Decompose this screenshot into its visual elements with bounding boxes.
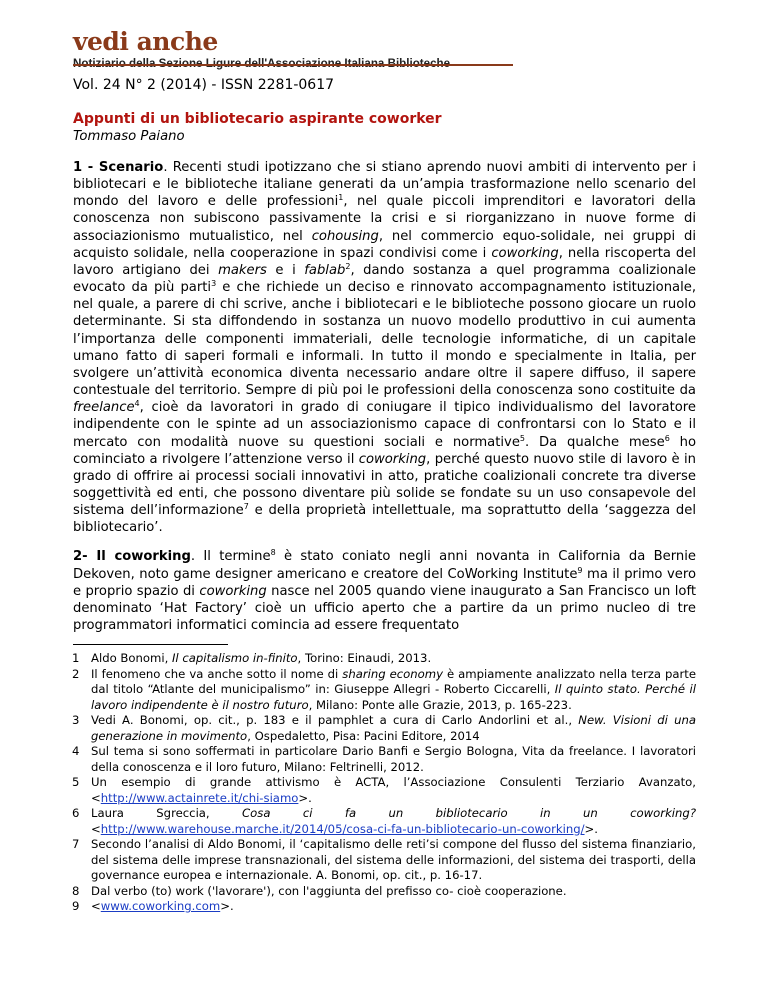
body-text: ma il primo vero e proprio spazio di xyxy=(73,566,696,599)
footnote-ref[interactable]: 6 xyxy=(664,433,670,443)
body-text: e della proprietà intellettuale, ma soprattutto della ‘saggezza del bibliotecario’. xyxy=(73,503,697,536)
body-text: . Da qualche mese xyxy=(525,434,665,450)
body-text: e i xyxy=(266,262,305,278)
footnote-text: < xyxy=(91,821,101,836)
footnote-ref[interactable]: 9 xyxy=(577,565,583,575)
footnote-italic: Cosa ci fa un bibliotecario in un coworking? xyxy=(242,806,696,821)
footnote-number: 6 xyxy=(72,806,80,821)
footnote-item xyxy=(73,667,696,714)
section-heading: 1 - Scenario xyxy=(73,160,164,175)
footnote-separator xyxy=(73,644,228,645)
masthead xyxy=(73,28,696,78)
footnote-italic: Il quinto stato. Perché il lavoro indipendente è il nostro futuro xyxy=(91,682,696,712)
footnote-ref[interactable]: 5 xyxy=(519,433,525,443)
body-text: , nel quale piccoli imprenditori e lavoratori della conoscenza non subiscono passivamente la crisi e si riorganizzano in nuove forme di associazionismo mutualistico, nel xyxy=(73,194,696,244)
body-italic: coworking xyxy=(358,451,427,467)
footnote-item xyxy=(73,837,696,884)
footnote-link[interactable]: www.coworking.com xyxy=(100,899,221,914)
footnote-text: >. xyxy=(220,899,234,914)
footnote-item xyxy=(73,744,696,775)
body-italic: fablab xyxy=(304,262,346,278)
volume-line: Vol. 24 N° 2 (2014) - ISSN 2281-0617 xyxy=(73,77,335,93)
body-text: , nel commercio equo-solidale, nei gruppi di acquisto solidale, nella cooperazione in spazi condivisi come i xyxy=(73,228,696,261)
page xyxy=(73,28,696,915)
masthead-title: vedi anche xyxy=(73,27,218,56)
footnote-number: 4 xyxy=(72,744,80,759)
body-italic: cohousing xyxy=(311,228,379,244)
footnote-text: < xyxy=(91,899,101,914)
section-coworking-paragraph xyxy=(73,548,696,634)
section-scenario-paragraph xyxy=(73,159,696,536)
body-text: e che richiede un deciso e rinnovato accompagnamento istituzionale, nel quale, a parere di chi scrive, anche i bibliotecari e le biblioteche possono giocare un ruolo determinante. Si sta diffondendo in sostanza un nuovo modello produttivo in cui aumenta l’importanza delle componenti immateriali, delle tecnologie informatiche, di un capitale umano fatto di saperi formali e informali. In tutto il mondo e specialmente in Italia, per svolgere un’attività economica diventa necessario andare oltre il sapere diffuso, il sapere contestuale del territorio. Sempre di più poi le professioni della conoscenza sono costituite da xyxy=(73,280,696,399)
footnote-italic: sharing economy xyxy=(342,666,444,681)
footnote-text: Sul tema si sono soffermati in particolare Dario Banfi e Sergio Bologna, Vita da freelance. I lavoratori della conoscenza e il loro futuro, Milano: Feltrinelli, 2012. xyxy=(91,744,696,774)
body-text: ho cominciato a rivolgere l’attenzione verso il xyxy=(73,434,696,467)
footnote-text: Il fenomeno che va anche sotto il nome di xyxy=(91,666,343,681)
footnote-link[interactable]: http://www.actainrete.it/chi-siamo xyxy=(100,790,299,805)
article-author: Tommaso Paiano xyxy=(73,129,185,144)
body-text: nasce nel 2005 quando viene inaugurato a San Francisco un loft denominato ‘Hat Factory’ cioè un ufficio aperto che a partire da un primo nucleo di tre programmatori informatici comincia ad essere frequentato xyxy=(73,583,696,634)
footnote-text: Dal verbo (to) work ('lavorare'), con l'aggiunta del prefisso co- cioè cooperazione. xyxy=(91,883,567,898)
footnote-italic: New. Visioni di una generazione in movimento xyxy=(91,713,696,743)
footnote-item xyxy=(73,884,696,900)
footnote-number: 8 xyxy=(72,883,80,898)
footnote-text: Secondo l’analisi di Aldo Bonomi, il ‘capitalismo delle reti’si compone del flusso del sistema finanziario, del sistema delle imprese transnazionali, del sistema delle informazioni, del sistema dei trasporti, della governance europea e internazionale. A. Bonomi, op. cit., p. 16-17. xyxy=(91,837,696,883)
body-italic: coworking xyxy=(199,583,267,599)
footnote-text: , Milano: Ponte alle Grazie, 2013, p. 165-223. xyxy=(308,697,572,712)
footnote-number: 5 xyxy=(72,775,80,790)
body-text: . Il termine xyxy=(190,549,271,565)
article-title: Appunti di un bibliotecario aspirante coworker xyxy=(73,111,442,127)
footnote-text: >. xyxy=(584,821,599,836)
body-text: . Recenti studi ipotizzano che si stiano aprendo nuovi ambiti di intervento per i bibliotecari e le biblioteche italiane generati da un’ampia trasformazione nello scenario del mondo del lavoro e delle professioni xyxy=(73,160,696,210)
footnote-ref[interactable]: 1 xyxy=(338,193,344,203)
footnote-text: , Ospedaletto, Pisa: Pacini Editore, 2014 xyxy=(247,728,480,743)
body-text: , perché questo nuovo stile di lavoro è in grado di offrire ai processi sociali innovativi in atto, pratiche coalizionali concrete tra diverse soggettività ed enti, che possono diventare più solide se fondate su un uso consapevole del sistema dell’informazione xyxy=(73,451,696,519)
footnote-number: 2 xyxy=(72,666,80,681)
footnotes-list xyxy=(73,651,696,915)
footnote-item xyxy=(73,651,696,667)
masthead-rule xyxy=(73,64,513,66)
footnote-item xyxy=(73,806,696,837)
footnote-ref[interactable]: 8 xyxy=(270,548,276,558)
footnote-number: 7 xyxy=(72,837,80,852)
footnote-text: , Torino: Einaudi, 2013. xyxy=(297,651,432,666)
footnote-ref[interactable]: 3 xyxy=(211,279,217,289)
footnote-text: Vedi A. Bonomi, op. cit., p. 183 e il pamphlet a cura di Carlo Andorlini et al., xyxy=(91,713,579,728)
body-italic: makers xyxy=(218,262,267,278)
footnote-number: 9 xyxy=(72,899,80,914)
footnote-item xyxy=(73,713,696,744)
footnote-ref[interactable]: 4 xyxy=(134,399,140,409)
footnote-ref[interactable]: 7 xyxy=(243,502,249,512)
body-text: , nella riscoperta del lavoro artigiano dei xyxy=(73,245,696,278)
footnote-text: Aldo Bonomi, xyxy=(91,651,172,666)
footnote-text: Un esempio di grande attivismo è ACTA, l’Associazione Consulenti Terziario Avanzato, < xyxy=(91,775,696,805)
footnote-number: 3 xyxy=(72,713,80,728)
footnote-number: 1 xyxy=(72,651,80,666)
footnote-text: è ampiamente analizzato nella terza parte dal titolo “Atlante del municipalismo” in: Giuseppe Allegri - Roberto Ciccarelli, xyxy=(91,666,697,697)
body-italic: coworking xyxy=(491,245,559,261)
section-heading: 2- Il coworking xyxy=(73,549,191,565)
footnote-text: >. xyxy=(298,790,312,805)
footnote-italic: Il capitalismo in-finito xyxy=(172,651,298,666)
body-text: , dando sostanza a quel programma coalizionale evocato da più parti xyxy=(73,262,696,296)
footnote-item xyxy=(73,775,696,806)
footnote-ref[interactable]: 2 xyxy=(345,261,351,271)
footnote-item xyxy=(73,899,696,915)
footnote-link[interactable]: http://www.warehouse.marche.it/2014/05/cosa-ci-fa-un-bibliotecario-un-coworking/ xyxy=(100,821,585,836)
footnote-text: Laura Sgreccia, xyxy=(91,806,243,821)
body-italic: freelance xyxy=(73,400,135,416)
body-text: , cioè da lavoratori in grado di coniugare il tipico individualismo del lavoratore indipendente con le spinte ad un associazionismo capace di confrontarsi con lo Stato e il mercato con modalità nuove su questioni sociali e normative xyxy=(73,400,696,450)
body-text: è stato coniato negli anni novanta in California da Bernie Dekoven, noto game designer americano e creatore del CoWorking Institute xyxy=(73,549,696,582)
